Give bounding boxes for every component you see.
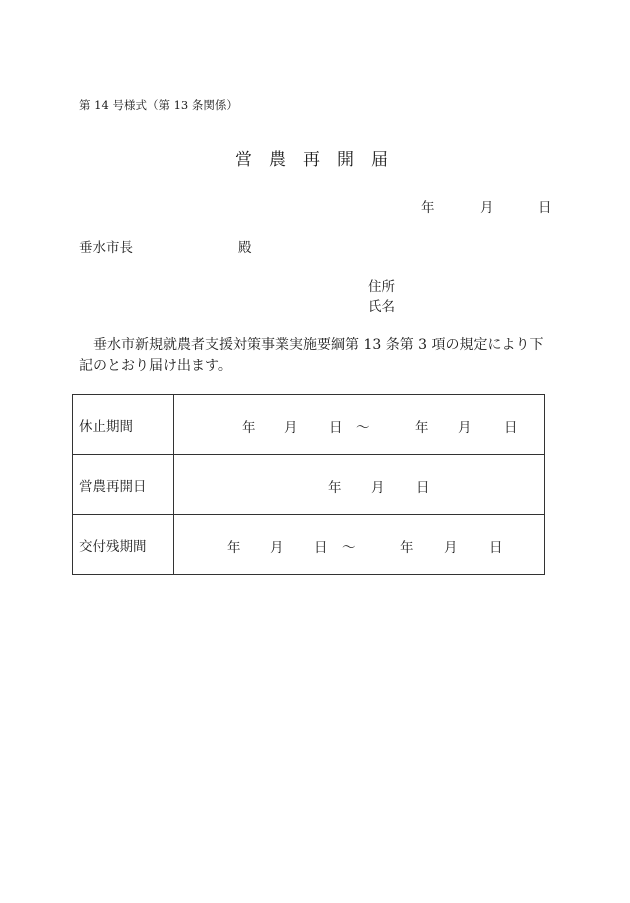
form-number: 第 14 号様式（第 13 条関係）: [79, 98, 238, 112]
month-unit: 月: [270, 540, 284, 556]
day-unit: 日: [504, 420, 518, 436]
month-unit: 月: [371, 480, 385, 496]
address-label: 住所: [368, 279, 395, 295]
row-value: [174, 395, 545, 455]
date-day: 日: [538, 200, 552, 216]
day-unit: 日: [489, 540, 503, 556]
addressee-name: 垂水市長: [79, 240, 133, 256]
title-char: 農: [269, 150, 286, 170]
title-char: 届: [371, 150, 388, 170]
addressee-honorific: 殿: [238, 240, 252, 256]
year-unit: 年: [242, 420, 256, 436]
date-month: 月: [480, 200, 494, 216]
year-unit: 年: [400, 540, 414, 556]
row-label: 営農再開日: [73, 455, 174, 515]
table-row: [73, 395, 545, 455]
title-char: 開: [337, 150, 354, 170]
row-label: 交付残期間: [73, 515, 174, 575]
year-unit: 年: [415, 420, 429, 436]
row-value: [174, 455, 545, 515]
month-unit: 月: [284, 420, 298, 436]
row-label: 休止期間: [73, 395, 174, 455]
year-unit: 年: [328, 480, 342, 496]
document-title: [235, 145, 388, 170]
year-unit: 年: [227, 540, 241, 556]
month-unit: 月: [444, 540, 458, 556]
title-char: 営: [235, 150, 252, 170]
title-char: 再: [303, 150, 320, 170]
month-unit: 月: [458, 420, 472, 436]
range-tilde: ～: [342, 540, 356, 556]
date-year: 年: [421, 200, 435, 216]
body-paragraph: 垂水市新規就農者支援対策事業実施要綱第 13 条第 3 項の規定により下記のとおり届け出ます。: [79, 337, 544, 374]
range-tilde: ～: [356, 420, 370, 436]
request-table: [72, 394, 545, 575]
day-unit: 日: [314, 540, 328, 556]
name-label: 氏名: [368, 299, 395, 315]
day-unit: 日: [416, 480, 430, 496]
table-row: [73, 515, 545, 575]
table-row: [73, 455, 545, 515]
day-unit: 日: [329, 420, 343, 436]
row-value: [174, 515, 545, 575]
